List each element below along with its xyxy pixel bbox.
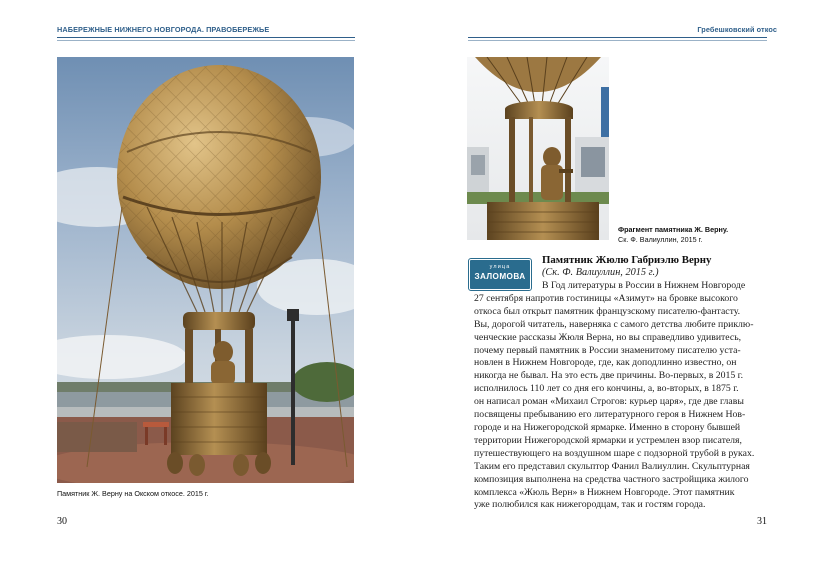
balloon-monument-photo [57,57,354,483]
body-line: композиция выполнена на средства частного застройщика жилого [474,473,749,485]
right-photo-credit: Ск. Ф. Валиуллин, 2015 г. [618,235,703,244]
body-line: исполнилось 110 лет со дня его кончины, а, во-вторых, в 1875 г. [474,383,739,395]
monument-fragment-photo [467,57,609,240]
page-number-left: 30 [57,516,67,527]
body-line: Вы, дорогой читатель, наверняка с самого детства любите приклю- [474,318,754,330]
running-head-right: Гребешковский откос [697,25,777,34]
header-rule-left-thin [57,40,355,41]
body-line: откоса был открыт памятник французскому писателю-фантасту. [474,305,741,317]
body-line: комплекса «Жюль Верн» в Нижнем Новгороде. Этот памятник [474,486,735,498]
body-line: городе и на Нижегородской ярмарке. Именно в сторону бывшей [474,421,741,433]
body-line: никогда не бывал. На это есть две причины. Во-первых, в 2015 г. [474,370,744,382]
body-line: он написал роман «Михаил Строгов: курьер царя», где две главы [474,396,744,408]
right-page [411,0,822,567]
page-number-right: 31 [757,516,767,527]
header-rule-right-thin [468,40,767,41]
running-head-left: НАБЕРЕЖНЫЕ НИЖНЕГО НОВГОРОДА. ПРАВОБЕРЕЖЬЕ [57,25,270,34]
body-line: В Год литературы в России в Нижнем Новгороде [542,280,746,291]
body-line: Таким его представил скульптор Фанил Валиуллин. Скульптурная [474,460,750,472]
street-sign-name: ЗАЛОМОВА [474,272,526,281]
left-photo-caption: Памятник Ж. Верну на Окском откосе. 2015 г. [57,489,209,498]
body-line: почему первый памятник в России знаменитому писателю уста- [474,344,741,356]
body-line: территории Нижегородской ярмарки и устремлен взор писателя, [474,434,742,446]
article-body [474,280,777,512]
body-line: уже полюбился как нижегородцам, так и гостям города. [474,499,706,511]
body-line: путешествующего на воздушном шаре с подзорной трубой в руках. [474,447,755,459]
article-title: Памятник Жюлю Габриэлю Верну [542,254,712,266]
street-sign-word: улица [489,264,511,270]
body-line: посвящены пребыванию его литературного героя в Нижнем Нов- [474,409,746,421]
body-line: 27 сентября напротив гостиницы «Азимут» на бровке высокого [474,292,738,304]
header-rule-right [468,37,767,38]
header-rule-left [57,37,355,38]
right-photo-caption: Фрагмент памятника Ж. Верну. [618,225,729,234]
body-line: ченческие рассказы Жюля Верна, но вы справедливо удивитесь, [474,331,742,343]
body-line: новлен в Нижнем Новгороде, где, как доподлинно известно, он [474,357,737,369]
article-credit: (Ск. Ф. Валиуллин, 2015 г.) [542,267,659,278]
